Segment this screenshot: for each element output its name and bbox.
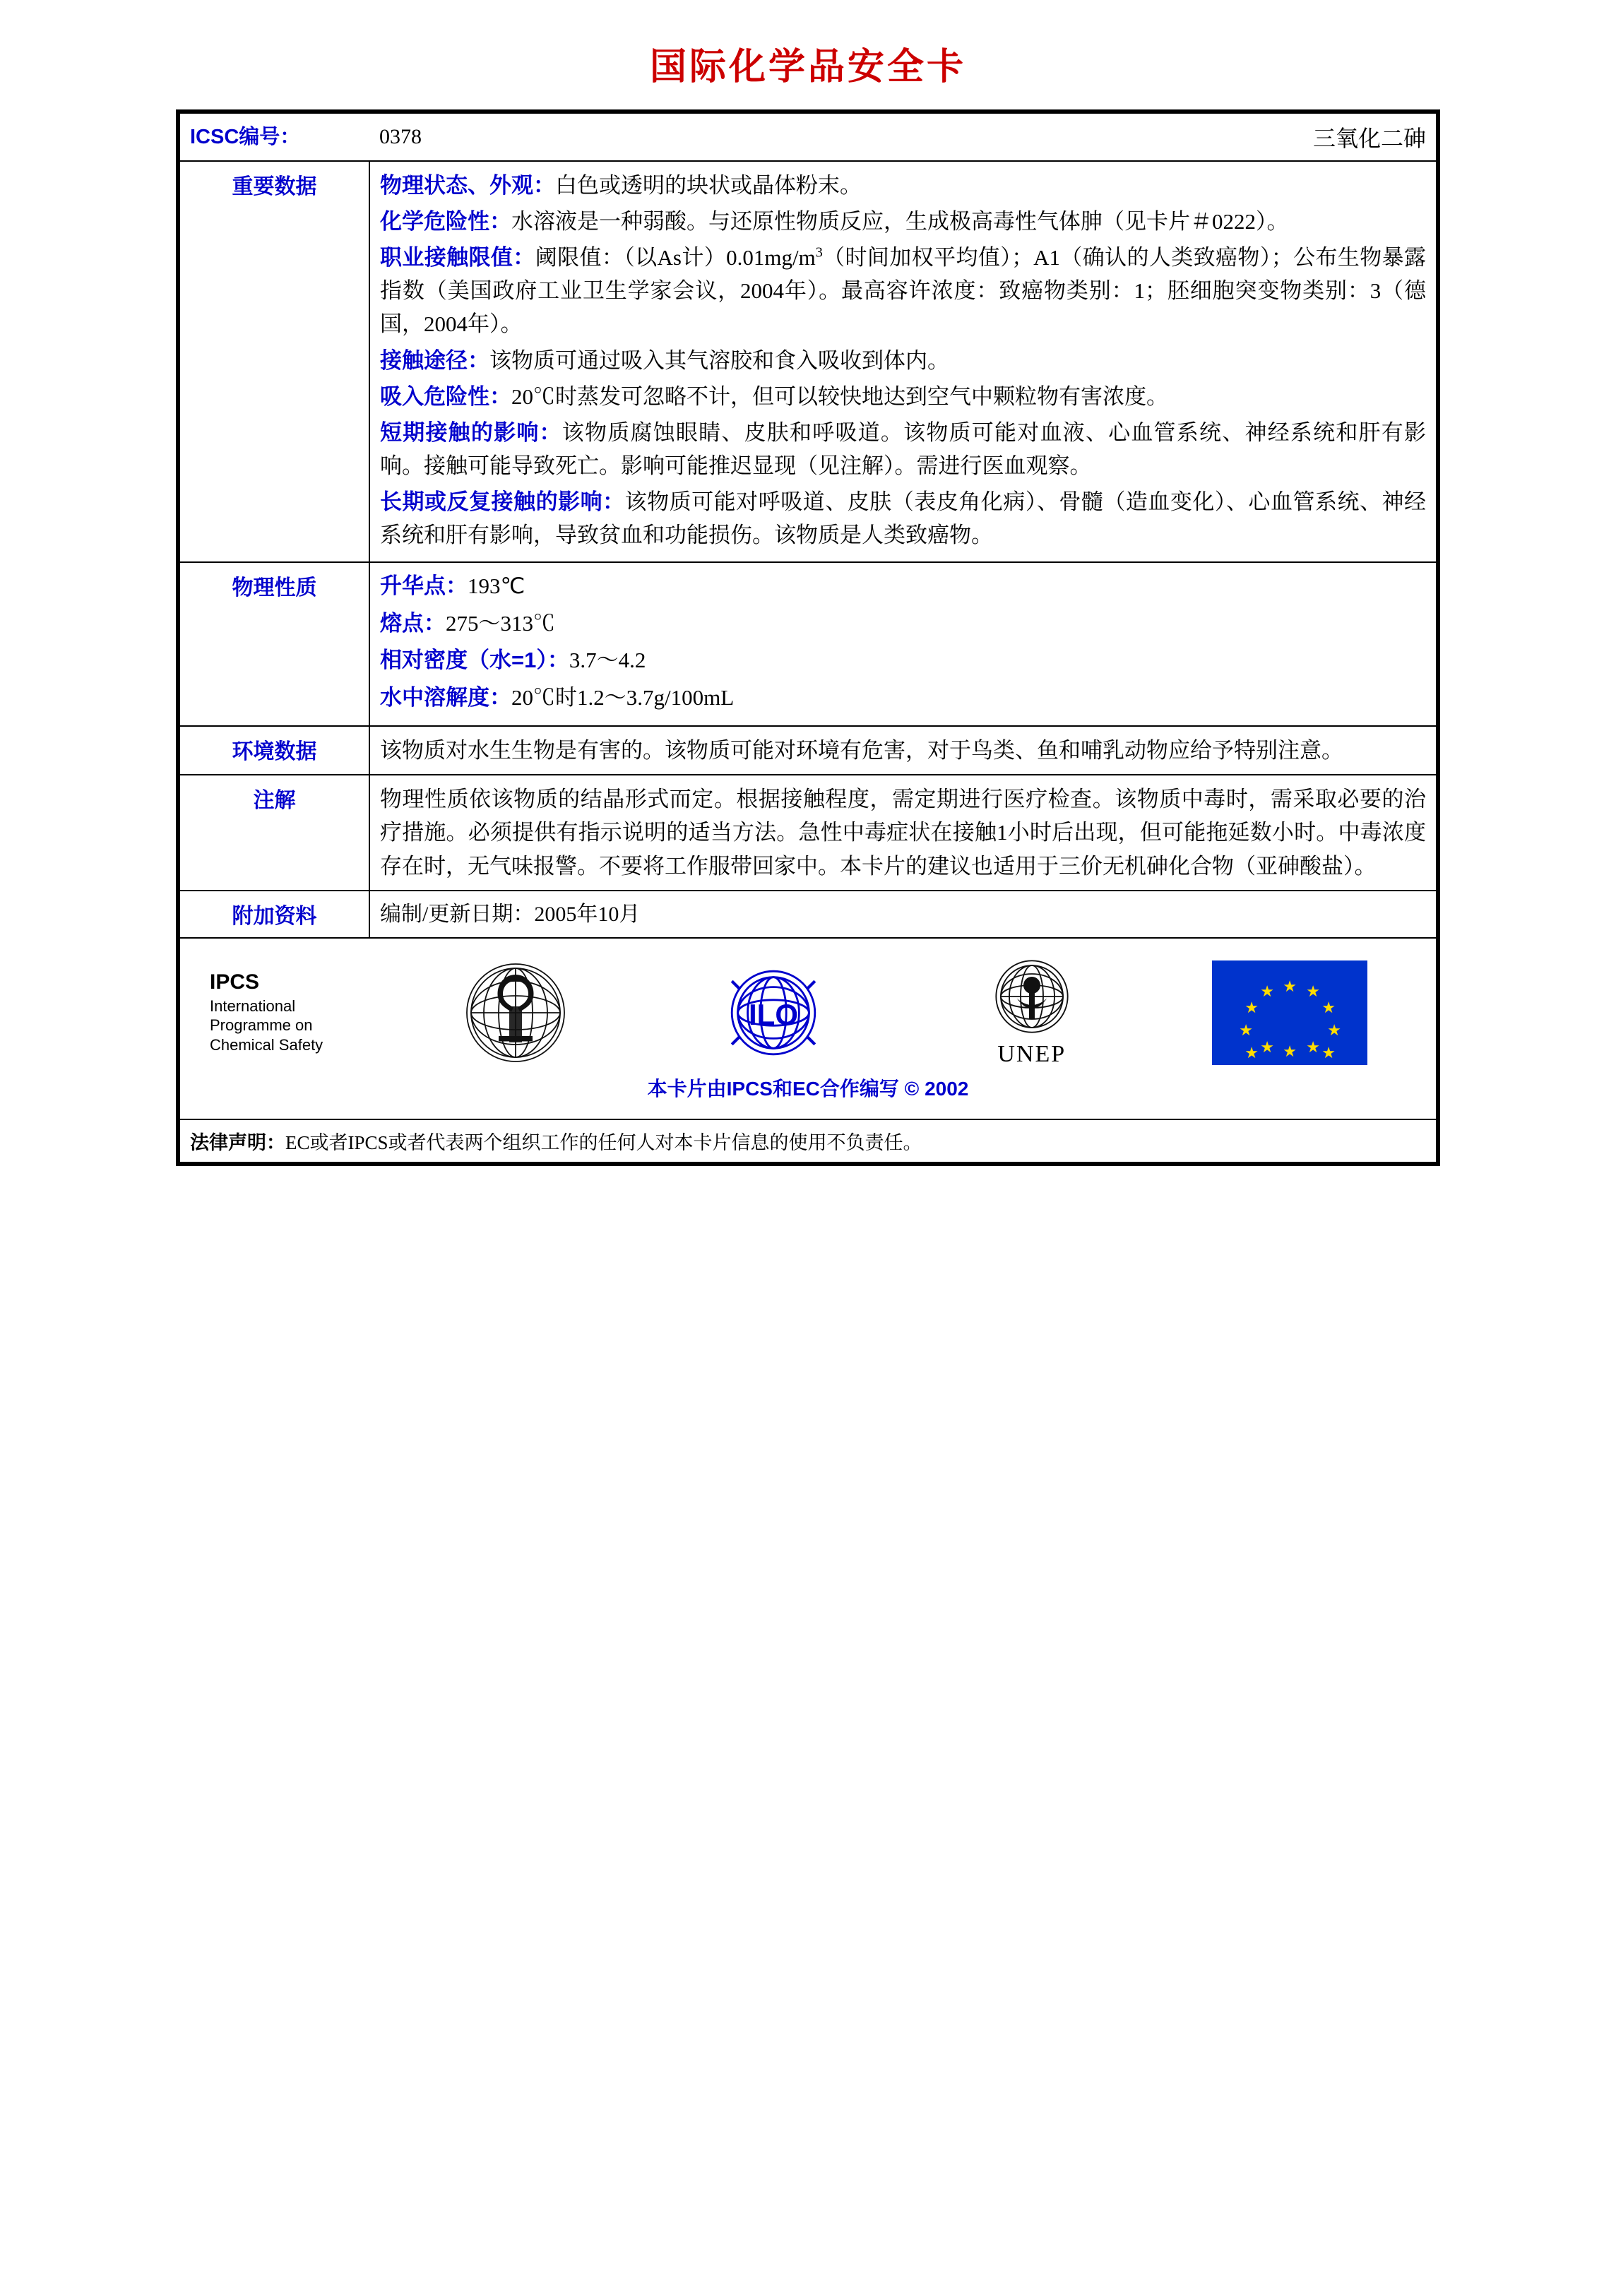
sub-text: 该物质可能对呼吸道、皮肤（表皮角化病）、骨髓（造血变化）、心血管系统、神经系统和肝有影响，导致贫血和功能损伤。该物质是人类致癌物。 <box>380 489 1427 548</box>
physical-properties-row <box>179 562 1437 726</box>
card-header-row <box>179 113 1437 161</box>
property-melting-point <box>380 607 1426 641</box>
sub-label: 短期接触的影响： <box>380 420 562 445</box>
property-water-solubility <box>380 682 1426 715</box>
eu-star: ★ <box>1306 982 1320 1000</box>
ipcs-title: IPCS <box>210 970 260 994</box>
paragraph-occupational-limits <box>380 241 1426 340</box>
icsc-card <box>176 109 1440 1166</box>
eu-star: ★ <box>1260 982 1274 1000</box>
sub-label: 吸入危险性： <box>380 383 511 409</box>
logos-cell <box>179 938 1437 1119</box>
page-title: 国际化学品安全卡 <box>649 47 966 88</box>
eu-star: ★ <box>1239 1021 1253 1039</box>
ipcs-subtitle-line1: International <box>210 997 296 1015</box>
sub-label: 升华点： <box>380 573 468 599</box>
unep-logo-slot <box>903 957 1161 1068</box>
important-data-label: 重要数据 <box>179 161 369 562</box>
environmental-data-label: 环境数据 <box>179 726 369 775</box>
property-sublimation-point <box>380 570 1426 603</box>
physical-properties-content <box>369 562 1437 726</box>
sub-text: 193℃ <box>468 573 525 599</box>
eu-star: ★ <box>1327 1021 1341 1039</box>
eu-star: ★ <box>1244 998 1259 1016</box>
icsc-card-page <box>0 37 1616 1166</box>
sub-label: 化学危险性： <box>380 209 511 234</box>
sub-label: 接触途径： <box>380 347 489 373</box>
eu-star: ★ <box>1244 1043 1259 1061</box>
sub-text: 阈限值：（以As计）$0.01mg/m^3$（时间加权平均值）；A1（确认的人类致癌物）；公布生物暴露指数（美国政府工业卫生学家会议，2004年）。最高容许浓度：致癌物类别：1；胚细胞突变物类别：3（德国，2004年）。 <box>380 244 1427 337</box>
eu-flag-slot <box>1161 960 1420 1065</box>
unep-label: UNEP <box>997 1041 1067 1068</box>
eu-star: ★ <box>1306 1037 1320 1056</box>
ipcs-subtitle-line2: Programme on <box>210 1016 313 1035</box>
eu-star: ★ <box>1260 1037 1274 1056</box>
important-data-row <box>179 161 1437 562</box>
sub-text: 水溶液是一种弱酸。与还原性物质反应，生成极高毒性气体胂（见卡片＃0222）。 <box>511 209 1289 234</box>
environmental-data-content: 该物质对水生生物是有害的。该物质可能对环境有危害，对于鸟类、鱼和哺乳动物应给予特别注意。 <box>369 726 1437 775</box>
notes-content: 物理性质依该物质的结晶形式而定。根据接触程度，需定期进行医疗检查。该物质中毒时，需采取必要的治疗措施。必须提供有指示说明的适当方法。急性中毒症状在接触1小时后出现，但可能拖延数小时。中毒浓度存在时，无气味报警。不要将工作服带回家中。本卡片的建议也适用于三价无机砷化合物（亚砷酸盐）。 <box>369 775 1437 890</box>
sub-text: 20℃时1.2～3.7g/100mL <box>511 684 735 710</box>
sub-label: 职业接触限值： <box>380 245 535 270</box>
unep-logo <box>982 957 1081 1042</box>
sub-label: 熔点： <box>380 610 446 636</box>
paragraph-inhalation-risk <box>380 380 1426 413</box>
who-logo <box>459 960 572 1066</box>
additional-info-row <box>179 891 1437 939</box>
sub-label: 长期或反复接触的影响： <box>380 489 625 514</box>
eu-star: ★ <box>1321 998 1336 1016</box>
eu-star: ★ <box>1283 1042 1297 1060</box>
ilo-logo-slot <box>645 963 903 1062</box>
paragraph-short-term-effects <box>380 416 1426 482</box>
ilo-logo <box>713 963 833 1062</box>
additional-info-label: 附加资料 <box>179 891 369 939</box>
chemical-name-cell <box>369 113 1437 161</box>
additional-info-content: 编制/更新日期：2005年10月 <box>369 891 1437 939</box>
paragraph-chemical-dangers <box>380 205 1426 238</box>
card-table <box>179 112 1437 1163</box>
ipcs-text-block <box>197 970 386 1055</box>
legal-cell <box>179 1119 1437 1162</box>
logos-row <box>179 938 1437 1119</box>
paragraph-long-term-effects <box>380 485 1426 552</box>
icsc-number-cell <box>179 113 369 161</box>
svg-text:ILO: ILO <box>749 997 799 1031</box>
sub-text: 20℃时蒸发可忽略不计，但可以较快地达到空气中颗粒物有害浓度。 <box>511 383 1168 409</box>
superscript-3: 3 <box>815 244 823 261</box>
sub-text: 白色或透明的块状或晶体粉末。 <box>555 173 862 198</box>
physical-properties-label: 物理性质 <box>179 562 369 726</box>
icsc-number-value: 0378 <box>379 125 422 148</box>
sub-label: 水中溶解度： <box>380 684 511 710</box>
chemical-name: 三氧化二砷 <box>1312 126 1426 151</box>
credit-line: 本卡片由IPCS和EC合作编写 © 2002 <box>647 1078 969 1100</box>
notes-label: 注解 <box>179 775 369 890</box>
eu-star: ★ <box>1321 1043 1336 1061</box>
important-data-content <box>369 161 1437 562</box>
sub-text: 该物质可通过吸入其气溶胶和食入吸收到体内。 <box>489 347 949 373</box>
environmental-data-row <box>179 726 1437 775</box>
legal-text: EC或者IPCS或者代表两个组织工作的任何人对本卡片信息的使用不负责任。 <box>285 1132 922 1154</box>
icsc-number-label: ICSC编号： <box>190 126 301 148</box>
sub-label: 物理状态、外观： <box>380 173 555 198</box>
notes-row <box>179 775 1437 890</box>
eu-flag <box>1212 960 1367 1065</box>
legal-row <box>179 1119 1437 1162</box>
ipcs-subtitle-line3: Chemical Safety <box>210 1035 323 1054</box>
sub-text: 3.7～4.2 <box>569 648 646 673</box>
sub-text: 该物质腐蚀眼睛、皮肤和呼吸道。该物质可能对血液、心血管系统、神经系统和肝有影响。接触可能导致死亡。影响可能推迟显现（见注解）。需进行医血观察。 <box>380 420 1426 478</box>
who-logo-slot <box>386 960 645 1066</box>
sub-text: 275～313℃ <box>446 610 555 636</box>
sub-label: 相对密度（水=1）： <box>380 648 569 673</box>
legal-label: 法律声明： <box>190 1132 285 1154</box>
paragraph-physical-state <box>380 169 1426 202</box>
paragraph-routes-of-exposure <box>380 344 1426 377</box>
eu-star: ★ <box>1283 977 1297 995</box>
logos-container <box>190 946 1426 1071</box>
property-relative-density <box>380 644 1426 677</box>
